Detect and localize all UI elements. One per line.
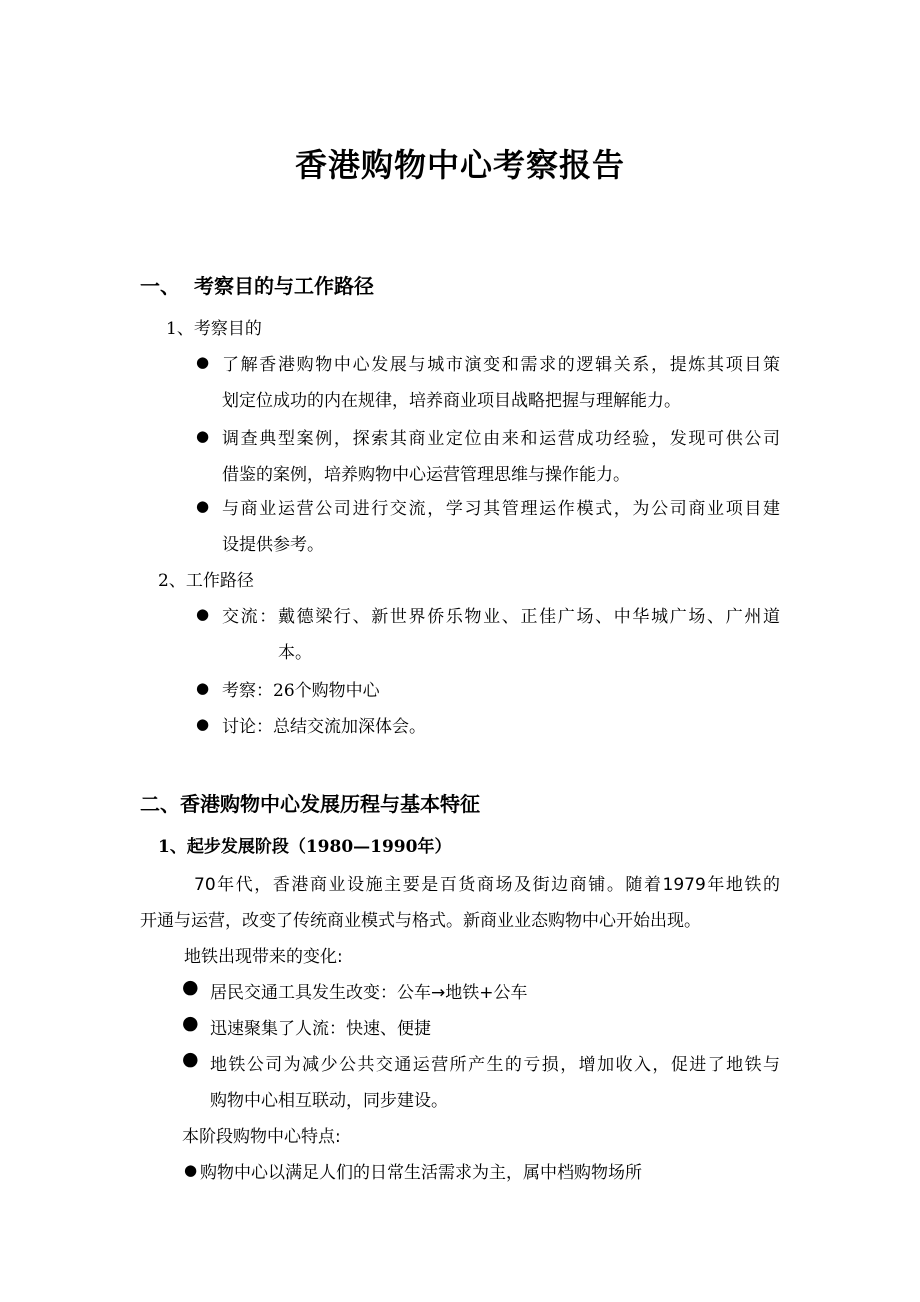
sub2-label: 2、工作路径 [158,571,254,591]
sub1-label: 1、考察目的 [166,319,262,339]
bullet-icon: ● [182,1048,199,1070]
metro-item-1: 居民交通工具发生改变：公车→地铁+公车 [210,983,528,1003]
stage1-heading: 1、起步发展阶段（1980—1990年） [158,837,452,857]
stage-intro: 本阶段购物中心特点: [182,1127,341,1147]
paragraph-line-2: 开通与运营，改变了传统商业模式与格式。新商业业态购物中心开始出现。 [140,911,701,931]
purpose-item-2-line1: 调查典型案例，探索其商业定位由来和运营成功经验，发现可供公司 [222,429,780,449]
metro-intro: 地铁出现带来的变化: [184,947,343,967]
stage-item-1: 购物中心以满足人们的日常生活需求为主，属中档购物场所 [200,1163,642,1183]
bullet-icon: ● [196,497,210,515]
bullet-icon: ● [184,1161,198,1179]
path-item-3: 讨论：总结交流加深体会。 [222,717,426,737]
page-title: 香港购物中心考察报告 [294,146,625,184]
metro-item-3-line2: 购物中心相互联动，同步建设。 [210,1091,448,1111]
paragraph-line-1: 70年代，香港商业设施主要是百货商场及街边商铺。随着1979年地铁的 [194,875,780,895]
bullet-icon: ● [196,679,210,697]
bullet-icon: ● [196,427,210,445]
section1-number: 一、 [140,274,180,298]
purpose-item-3-line1: 与商业运营公司进行交流，学习其管理运作模式，为公司商业项目建 [222,499,780,519]
metro-item-2: 迅速聚集了人流：快速、便捷 [210,1019,431,1039]
metro-item-3-line1: 地铁公司为减少公共交通运营所产生的亏损，增加收入，促进了地铁与 [210,1055,780,1075]
purpose-item-3-line2: 设提供参考。 [222,535,324,555]
section2-heading: 二、香港购物中心发展历程与基本特征 [140,792,480,816]
path-item-1-line2: 本。 [278,643,312,663]
bullet-icon: ● [182,976,199,998]
bullet-icon: ● [182,1012,199,1034]
bullet-icon: ● [196,605,210,623]
path-item-2: 考察：26个购物中心 [222,681,380,701]
path-item-1-line1: 交流：戴德梁行、新世界侨乐物业、正佳广场、中华城广场、广州道 [222,607,780,627]
purpose-item-1-line2: 划定位成功的内在规律，培养商业项目战略把握与理解能力。 [222,391,681,411]
bullet-icon: ● [196,353,210,371]
purpose-item-1-line1: 了解香港购物中心发展与城市演变和需求的逻辑关系，提炼其项目策 [222,355,780,375]
bullet-icon: ● [196,715,210,733]
section1-heading: 考察目的与工作路径 [194,274,374,298]
purpose-item-2-line2: 借鉴的案例，培养购物中心运营管理思维与操作能力。 [222,465,630,485]
